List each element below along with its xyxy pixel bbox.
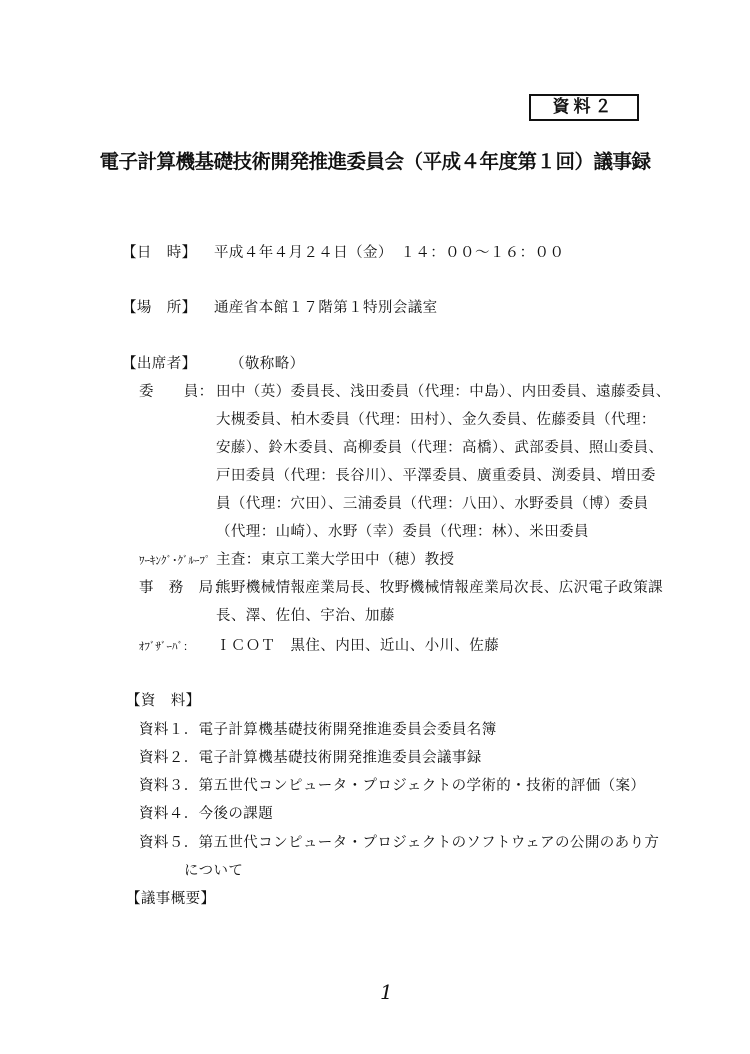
secretariat-label: 事 務 局： (139, 580, 229, 596)
document-tag: 資料２ (529, 94, 639, 121)
material-item-continuation: について (184, 863, 244, 879)
page-number: 1 (380, 980, 393, 1004)
place-label: 【場 所】 (122, 300, 197, 316)
document-title: 電子計算機基礎技術開発推進委員会（平成４年度第１回）議事録 (99, 150, 651, 173)
place-value: 通産省本館１７階第１特別会議室 (214, 300, 438, 316)
secretariat-line: 長、澤、佐伯、宇治、加藤 (216, 608, 395, 624)
datetime-row (122, 243, 564, 263)
materials-heading: 【資 料】 (126, 693, 201, 709)
members-line: （代理：山崎）、水野（幸）委員（代理：林）、米田委員 (216, 524, 589, 540)
members-line: 大槻委員、柏木委員（代理：田村）、金久委員、佐藤委員（代理： (216, 412, 656, 428)
material-item: 資料１．電子計算機基礎技術開発推進委員会委員名簿 (139, 722, 497, 738)
datetime-value: 平成４年４月２４日（金） １４：００〜１６：００ (214, 245, 565, 261)
observer-value: ＩＣＯＴ 黒住、内田、近山、小川、佐藤 (216, 638, 500, 654)
datetime-label: 【日 時】 (122, 245, 197, 261)
observer-row (139, 636, 499, 657)
summary-heading: 【議事概要】 (126, 891, 216, 907)
place-row (122, 298, 438, 318)
working-group-label: ﾜｰｷﾝｸﾞ･ｸﾞﾙｰﾌﾟ (139, 554, 211, 567)
attendees-heading: 【出席者】 (122, 356, 197, 372)
members-label: 委 員： (139, 384, 214, 400)
attendees-heading-row (122, 354, 305, 374)
working-group-value: 主査：東京工業大学田中（穂）教授 (216, 552, 455, 568)
members-line: 戸田委員（代理：長谷川）、平澤委員、廣重委員、渕委員、増田委 (216, 468, 656, 484)
attendees-note: （敬称略） (230, 356, 305, 372)
material-item: 資料５．第五世代コンピュータ・プロジェクトのソフトウェアの公開のあり方 (139, 835, 660, 851)
material-item: 資料３．第五世代コンピュータ・プロジェクトの学術的・技術的評価（案） (139, 778, 646, 794)
working-group-row (139, 550, 454, 571)
members-line: 田中（英）委員長、浅田委員（代理：中島）、内田委員、遠藤委員、 (216, 384, 671, 400)
members-line: 安藤）、鈴木委員、高柳委員（代理：高橋）、武部委員、照山委員、 (216, 440, 664, 456)
observer-label: ｵﾌﾞｻﾞｰﾊﾞ： (139, 640, 194, 653)
members-line: 員（代理：穴田）、三浦委員（代理：八田）、水野委員（博）委員 (216, 496, 649, 512)
secretariat-line: 熊野機械情報産業局長、牧野機械情報産業局次長、広沢電子政策課 (216, 580, 663, 596)
material-item: 資料２．電子計算機基礎技術開発推進委員会議事録 (139, 750, 482, 766)
material-item: 資料４．今後の課題 (139, 806, 274, 822)
